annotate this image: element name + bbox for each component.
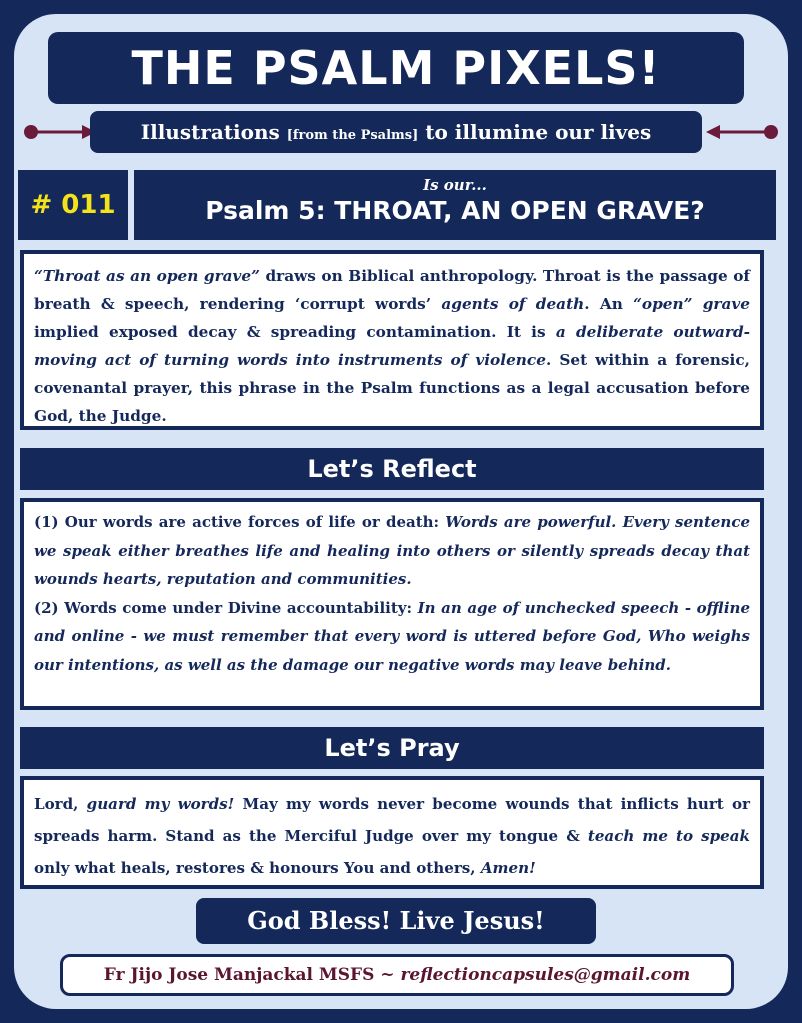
prayer-emphasis: Amen! [480,859,536,877]
psalm-title-block [134,170,776,240]
prayer-text-part: May my words never become wounds that inflicts hurt or spreads harm. Stand as the Merciful Judge over my tongue & [34,795,750,845]
intro-text: draws on Biblical anthropology. Throat is the passage of breath & speech, rendering ‘corrupt words’ [34,267,750,313]
reflect-point-lead: (1) Our words are active forces of life or death: [34,513,446,531]
intro-text: . An [584,295,634,313]
intro-emphasis: a deliberate outward-moving act of turning words into instruments of violence [34,323,750,369]
subtitle-text-small: [from the Psalms] [286,128,419,143]
psalm-pre-title: Is our... [423,176,487,194]
prayer-emphasis: guard my words! [86,795,235,813]
intro-quote: “Throat as an open grave” [34,267,260,285]
prayer-text [34,788,750,884]
prayer-box [20,776,764,889]
subtitle-text-b: to illumine our lives [418,120,652,144]
right-arrow-ornament [700,122,780,142]
author-footer [60,954,734,996]
reflect-point-2 [34,594,750,680]
intro-text: . Set within a forensic, covenantal prayer, this phrase in the Psalm functions as a legal accusation before God, the Judge. [34,351,750,425]
blessing-banner: God Bless! Live Jesus! [196,898,596,944]
intro-emphasis: agents of death [441,295,585,313]
reflect-point-body: Words are powerful. Every sentence we speak either breathes life and healing into others or silently spreads decay that wounds hearts, reputation and communities. [34,513,750,588]
prayer-emphasis: teach me to speak [587,827,750,845]
poster-title: THE PSALM PIXELS! [48,32,744,104]
reflect-point-body: In an age of unchecked speech - offline and online - we must remember that every word is uttered before God, Who weighs our intentions, as well as the damage our negative words may leave behind. [34,598,751,674]
reflect-box [20,498,764,710]
prayer-text-part: Lord, [34,795,87,813]
poster-subtitle [90,111,702,153]
reflect-heading: Let’s Reflect [20,448,764,490]
intro-text: implied exposed decay & spreading contamination. It is [34,323,556,341]
intro-paragraph [34,262,750,430]
intro-emphasis: “open” grave [633,295,750,313]
subtitle-text-a: Illustrations [140,120,287,144]
intro-box [20,250,764,430]
author-email: reflectioncapsules@gmail.com [400,965,691,985]
pray-heading: Let’s Pray [20,727,764,769]
author-name: Fr Jijo Jose Manjackal MSFS ~ [103,965,401,985]
psalm-title: Psalm 5: THROAT, AN OPEN GRAVE? [205,196,705,225]
reflect-point-lead: (2) Words come under Divine accountability: [34,598,418,617]
prayer-text-part: only what heals, restores & honours You and others, [34,859,481,877]
reflect-point-1 [34,508,750,594]
episode-number: # 011 [18,170,128,240]
